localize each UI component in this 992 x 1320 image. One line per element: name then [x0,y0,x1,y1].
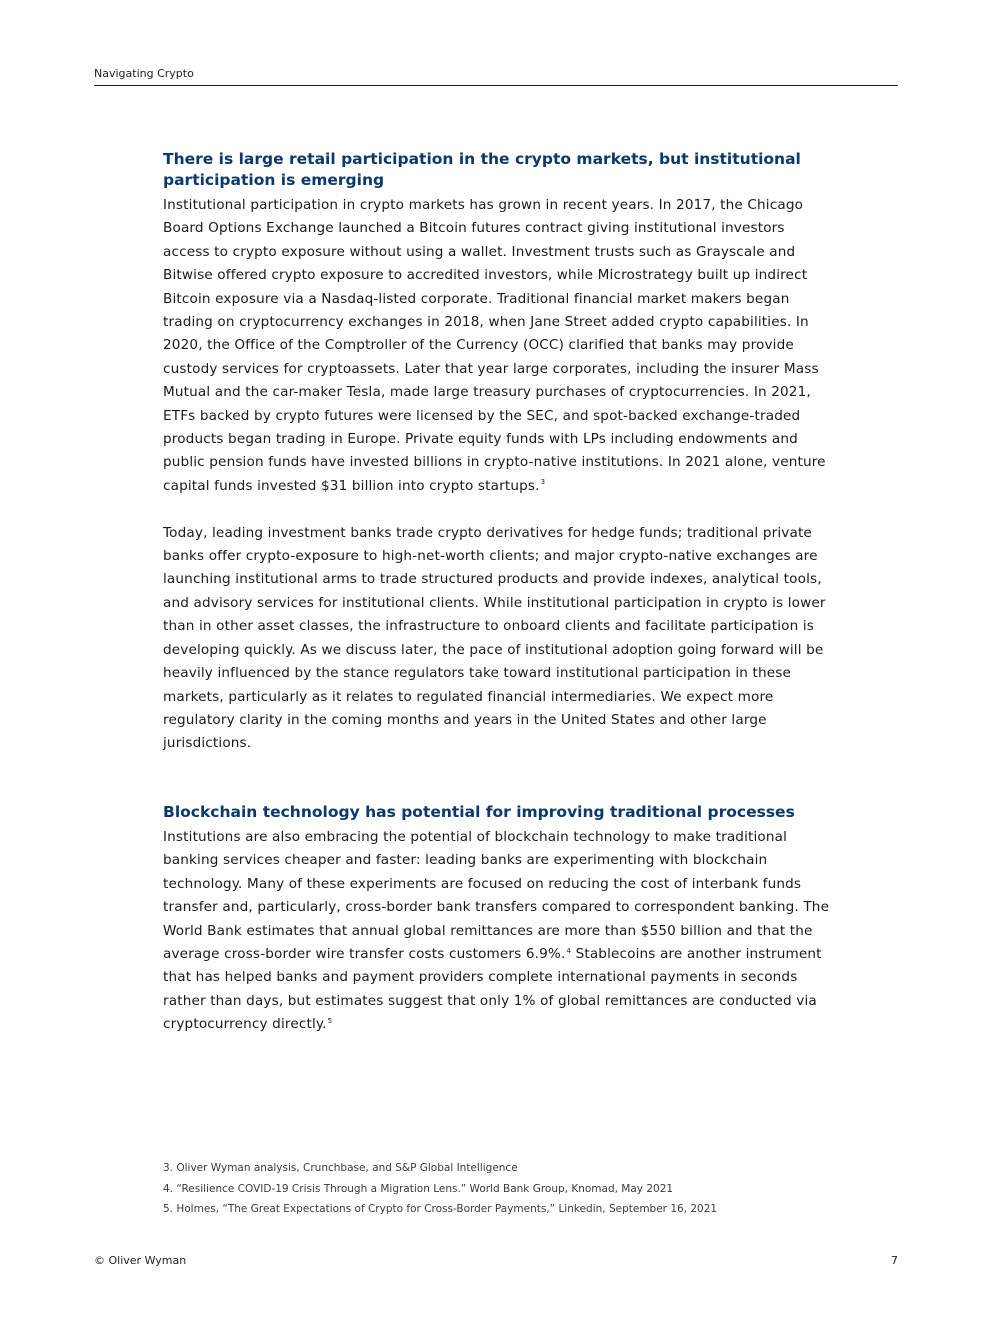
footnote-ref[interactable]: 3 [540,478,546,487]
body-paragraph [163,826,835,1037]
running-header [94,66,898,86]
paragraph-text: Institutions are also embracing the potential of blockchain technology to make traditional banking services cheaper and faster: leading banks are experimenting with blockchain technology. Many of these experiments are focused on reducing the cost of interbank funds transfer and, particularly, cross-border bank transfers compared to correspondent banking. The World Bank estimates that annual global remittances are more than $550 billion and that the average cross-border wire transfer costs customers 6.9%. [163,829,830,963]
section-blockchain-technology [163,802,835,1037]
running-footer [94,1253,898,1269]
body-paragraph [163,194,835,498]
running-title: Navigating Crypto [94,67,194,80]
body-paragraph: Today, leading investment banks trade crypto derivatives for hedge funds; traditional private banks offer crypto-exposure to high-net-worth clients; and major crypto-native exchanges are launching institutional arms to trade structured products and provide indexes, analytical tools, and advisory services for institutional clients. While institutional participation in crypto is lower than in other asset classes, the infrastructure to onboard clients and facilitate participation is developing quickly. As we discuss later, the pace of institutional adoption going forward will be heavily influenced by the stance regulators take toward institutional participation in these markets, particularly as it relates to regulated financial intermediaries. We expect more regulatory clarity in the coming months and years in the United States and other large jurisdictions. [163,524,826,752]
footnote-ref[interactable]: 5 [327,1016,333,1025]
page-number: 7 [891,1254,898,1267]
footnote-item: 3. Oliver Wyman analysis, Crunchbase, and S&P Global Intelligence [163,1162,518,1174]
footnote-ref[interactable]: 4 [566,946,572,955]
footnotes [163,1158,843,1220]
copyright: © Oliver Wyman [94,1254,187,1267]
section-retail-institutional [163,149,835,756]
footnote-item: 5. Holmes, “The Great Expectations of Crypto for Cross-Border Payments,” Linkedin, September 16, 2021 [163,1203,718,1215]
footnote-item: 4. “Resilience COVID-19 Crisis Through a Migration Lens.” World Bank Group, Knomad, May 2021 [163,1182,674,1195]
paragraph-text: Stablecoins are another instrument that has helped banks and payment providers complete international payments in seconds rather than days, but estimates suggest that only 1% of global remittances are conducted via cryptocurrency directly. [163,946,822,1033]
section-heading: Blockchain technology has potential for improving traditional processes [163,803,795,821]
paragraph-text: Institutional participation in crypto markets has grown in recent years. In 2017, the Chicago Board Options Exchange launched a Bitcoin futures contract giving institutional investors access to crypto exposure without using a wallet. Investment trusts such as Grayscale and Bitwise offered crypto exposure to accredited investors, while Microstrategy built up indirect Bitcoin exposure via a Nasdaq-listed corporate. Traditional financial market makers began trading on cryptocurrency exchanges in 2018, when Jane Street added crypto capabilities. In 2020, the Office of the Comptroller of the Currency (OCC) clarified that banks may provide custody services for cryptoassets. Later that year large corporates, including the insurer Mass Mutual and the car-maker Tesla, made large treasury purchases of cryptocurrencies. In 2021, ETFs backed by crypto futures were licensed by the SEC, and spot-backed exchange-traded products began trading in Europe. Private equity funds with LPs including endowments and public pension funds have invested billions in crypto-native institutions. In 2021 alone, venture capital funds invested $31 billion into crypto startups. [163,197,826,494]
section-heading: There is large retail participation in the crypto markets, but institutional participation is emerging [163,150,801,189]
